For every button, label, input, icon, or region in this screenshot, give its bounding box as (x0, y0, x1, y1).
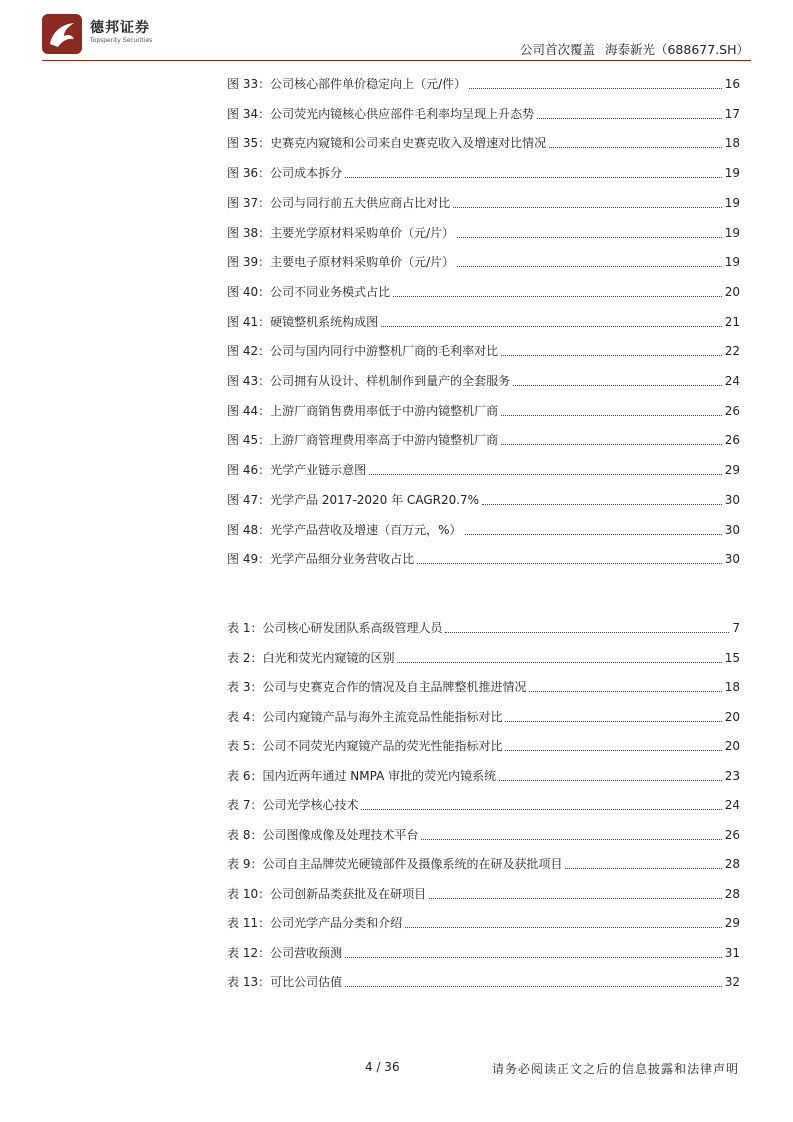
toc-entry[interactable] (227, 131, 740, 151)
toc-entry[interactable] (227, 646, 740, 666)
toc-dot-leader (501, 415, 722, 416)
toc-entry-label: 图 35：史赛克内窥镜和公司来自史赛克收入及增速对比情况 (227, 136, 547, 151)
toc-entry-page: 19 (724, 195, 740, 210)
toc-entry[interactable] (227, 102, 740, 122)
toc-dot-leader (429, 898, 722, 899)
toc-entry-label: 图 47：光学产品 2017-2020 年 CAGR20.7% (227, 492, 480, 507)
toc-entry-label: 图 42：公司与国内同行中游整机厂商的毛利率对比 (227, 344, 499, 359)
toc-entry-page: 24 (724, 798, 740, 812)
toc-dot-leader (499, 780, 722, 781)
toc-entry-label: 表 5：公司不同荧光内窥镜产品的荧光性能指标对比 (227, 739, 503, 753)
toc-dot-leader (501, 355, 722, 356)
toc-entry-label: 表 13：可比公司估值 (227, 975, 343, 989)
toc-dot-leader (369, 474, 722, 475)
toc-entry-page: 19 (724, 255, 740, 270)
toc-dot-leader (381, 326, 722, 327)
toc-entry-page: 16 (724, 77, 740, 91)
toc-entry-page: 29 (724, 463, 740, 478)
toc-dot-leader (345, 986, 722, 987)
toc-entry-label: 图 44：上游厂商销售费用率低于中游内镜整机厂商 (227, 403, 499, 418)
toc-entry-label: 图 46：光学产业链示意图 (227, 463, 367, 478)
header-divider (42, 60, 751, 61)
toc-entry-page: 28 (724, 886, 740, 901)
toc-entry-page: 20 (724, 739, 740, 753)
toc-dot-leader (469, 88, 722, 89)
toc-entry-label: 图 48：光学产品营收及增速（百万元，%） (227, 522, 462, 537)
toc-entry-label: 表 2：白光和荧光内窥镜的区别 (227, 650, 395, 665)
toc-entry[interactable] (227, 339, 740, 359)
toc-entry[interactable] (227, 221, 740, 241)
toc-entry-label: 图 33：公司核心部件单价稳定向上（元/件） (227, 77, 467, 91)
company-ticker: 海泰新光（688677.SH） (604, 42, 749, 57)
toc-dot-leader (405, 927, 722, 928)
report-type: 公司首次覆盖 (519, 42, 595, 57)
toc-entry-page: 20 (724, 709, 740, 724)
toc-entry-page: 21 (724, 314, 740, 329)
toc-entry[interactable] (227, 518, 740, 538)
toc-entry[interactable] (227, 161, 740, 181)
toc-entry[interactable] (227, 72, 740, 92)
toc-entry-label: 表 9：公司自主品牌荧光硬镜部件及摄像系统的在研及获批项目 (227, 857, 563, 871)
toc-entry-page: 18 (724, 136, 740, 151)
toc-dot-leader (393, 296, 722, 297)
toc-entry-page: 18 (724, 680, 740, 694)
company-logo (42, 14, 82, 54)
toc-dot-leader (453, 207, 722, 208)
toc-entry[interactable] (227, 488, 740, 508)
toc-dot-leader (465, 534, 722, 535)
toc-entry-label: 图 40：公司不同业务模式占比 (227, 284, 391, 299)
legal-disclaimer: 请务必阅读正文之后的信息披露和法律声明 (491, 1062, 739, 1076)
toc-entry-page: 7 (732, 621, 740, 635)
toc-entry[interactable] (227, 547, 740, 567)
toc-entry[interactable] (227, 911, 740, 931)
toc-entry[interactable] (227, 823, 740, 843)
toc-entry[interactable] (227, 458, 740, 478)
toc-entry[interactable] (227, 705, 740, 725)
toc-dot-leader (537, 118, 722, 119)
toc-entry-page: 19 (724, 166, 740, 181)
toc-dot-leader (565, 868, 721, 869)
toc-entry-page: 19 (724, 225, 740, 240)
toc-entry[interactable] (227, 941, 740, 961)
toc-entry[interactable] (227, 191, 740, 211)
toc-dot-leader (482, 504, 722, 505)
toc-dot-leader (397, 662, 721, 663)
toc-entry-page: 30 (724, 522, 740, 537)
toc-entry[interactable] (227, 764, 740, 784)
toc-dot-leader (549, 147, 722, 148)
toc-entry[interactable] (227, 675, 740, 695)
toc-entry-page: 20 (724, 284, 740, 299)
toc-dot-leader (457, 237, 722, 238)
toc-dot-leader (361, 809, 721, 810)
toc-entry-label: 图 49：光学产品细分业务营收占比 (227, 552, 415, 567)
toc-entry-label: 表 4：公司内窥镜产品与海外主流竞品性能指标对比 (227, 709, 503, 724)
toc-entry-page: 28 (724, 857, 740, 871)
toc-entry-label: 表 6：国内近两年通过 NMPA 审批的荧光内镜系统 (227, 768, 497, 783)
toc-entry-label: 表 8：公司图像成像及处理技术平台 (227, 827, 419, 842)
toc-dot-leader (505, 750, 721, 751)
toc-dot-leader (345, 957, 722, 958)
toc-entry[interactable] (227, 852, 740, 872)
toc-entry-page: 17 (724, 106, 740, 121)
toc-entry-label: 图 36：公司成本拆分 (227, 166, 343, 181)
toc-entry-label: 图 34：公司荧光内镜核心供应部件毛利率均呈现上升态势 (227, 106, 535, 121)
toc-dot-leader (445, 632, 729, 633)
toc-entry-page: 15 (724, 650, 740, 665)
toc-entry-label: 表 12：公司营收预测 (227, 945, 343, 960)
toc-entry[interactable] (227, 428, 740, 448)
toc-entry-page: 29 (724, 916, 740, 930)
toc-entry[interactable] (227, 399, 740, 419)
toc-entry-page: 26 (724, 827, 740, 842)
toc-entry[interactable] (227, 310, 740, 330)
logo-icon (42, 14, 82, 54)
toc-entry-page: 31 (724, 945, 740, 960)
page-number: 4 / 36 (365, 1060, 400, 1074)
toc-entry-page: 30 (724, 552, 740, 567)
toc-entry-page: 30 (724, 492, 740, 507)
toc-entry-label: 图 38：主要光学原材料采购单价（元/片） (227, 225, 455, 240)
toc-entry-page: 24 (724, 374, 740, 388)
toc-dot-leader (505, 721, 721, 722)
toc-entry-label: 表 7：公司光学核心技术 (227, 798, 359, 812)
toc-dot-leader (457, 266, 722, 267)
toc-entry[interactable] (227, 734, 740, 754)
toc-entry-label: 图 43：公司拥有从设计、样机制作到量产的全套服务 (227, 374, 511, 388)
toc-entry[interactable] (227, 882, 740, 902)
toc-entry-label: 表 11：公司光学产品分类和介绍 (227, 916, 403, 930)
toc-entry-page: 32 (724, 975, 740, 989)
toc-entry-page: 26 (724, 403, 740, 418)
logo-chinese-name: 德邦证券 (90, 20, 150, 36)
page-header (0, 0, 793, 64)
toc-entry[interactable] (227, 793, 740, 813)
toc-dot-leader (421, 839, 721, 840)
toc-dot-leader (529, 691, 721, 692)
toc-dot-leader (501, 444, 722, 445)
toc-entry-label: 图 41：硬镜整机系统构成图 (227, 314, 379, 329)
toc-dot-leader (345, 177, 722, 178)
toc-entry-label: 图 37：公司与同行前五大供应商占比对比 (227, 195, 451, 210)
toc-entry[interactable] (227, 970, 740, 990)
toc-dot-leader (513, 385, 722, 386)
header-report-info (520, 40, 749, 58)
toc-entry-page: 23 (724, 768, 740, 783)
toc-entry[interactable] (227, 369, 740, 389)
toc-entry[interactable] (227, 250, 740, 270)
toc-dot-leader (417, 563, 722, 564)
page-footer (0, 1052, 793, 1082)
toc-entry[interactable] (227, 280, 740, 300)
toc-entry[interactable] (227, 616, 740, 636)
logo-english-name: Topsperity Securities (90, 37, 153, 44)
toc-entry-label: 图 39：主要电子原材料采购单价（元/片） (227, 255, 455, 270)
toc-entry-page: 26 (724, 433, 740, 448)
toc-entry-label: 图 45：上游厂商管理费用率高于中游内镜整机厂商 (227, 433, 499, 448)
toc-entry-page: 22 (724, 344, 740, 359)
toc-entry-label: 表 3：公司与史赛克合作的情况及自主品牌整机推进情况 (227, 680, 527, 694)
toc-entry-label: 表 10：公司创新品类获批及在研项目 (227, 886, 427, 901)
toc-entry-label: 表 1：公司核心研发团队系高级管理人员 (227, 621, 443, 635)
